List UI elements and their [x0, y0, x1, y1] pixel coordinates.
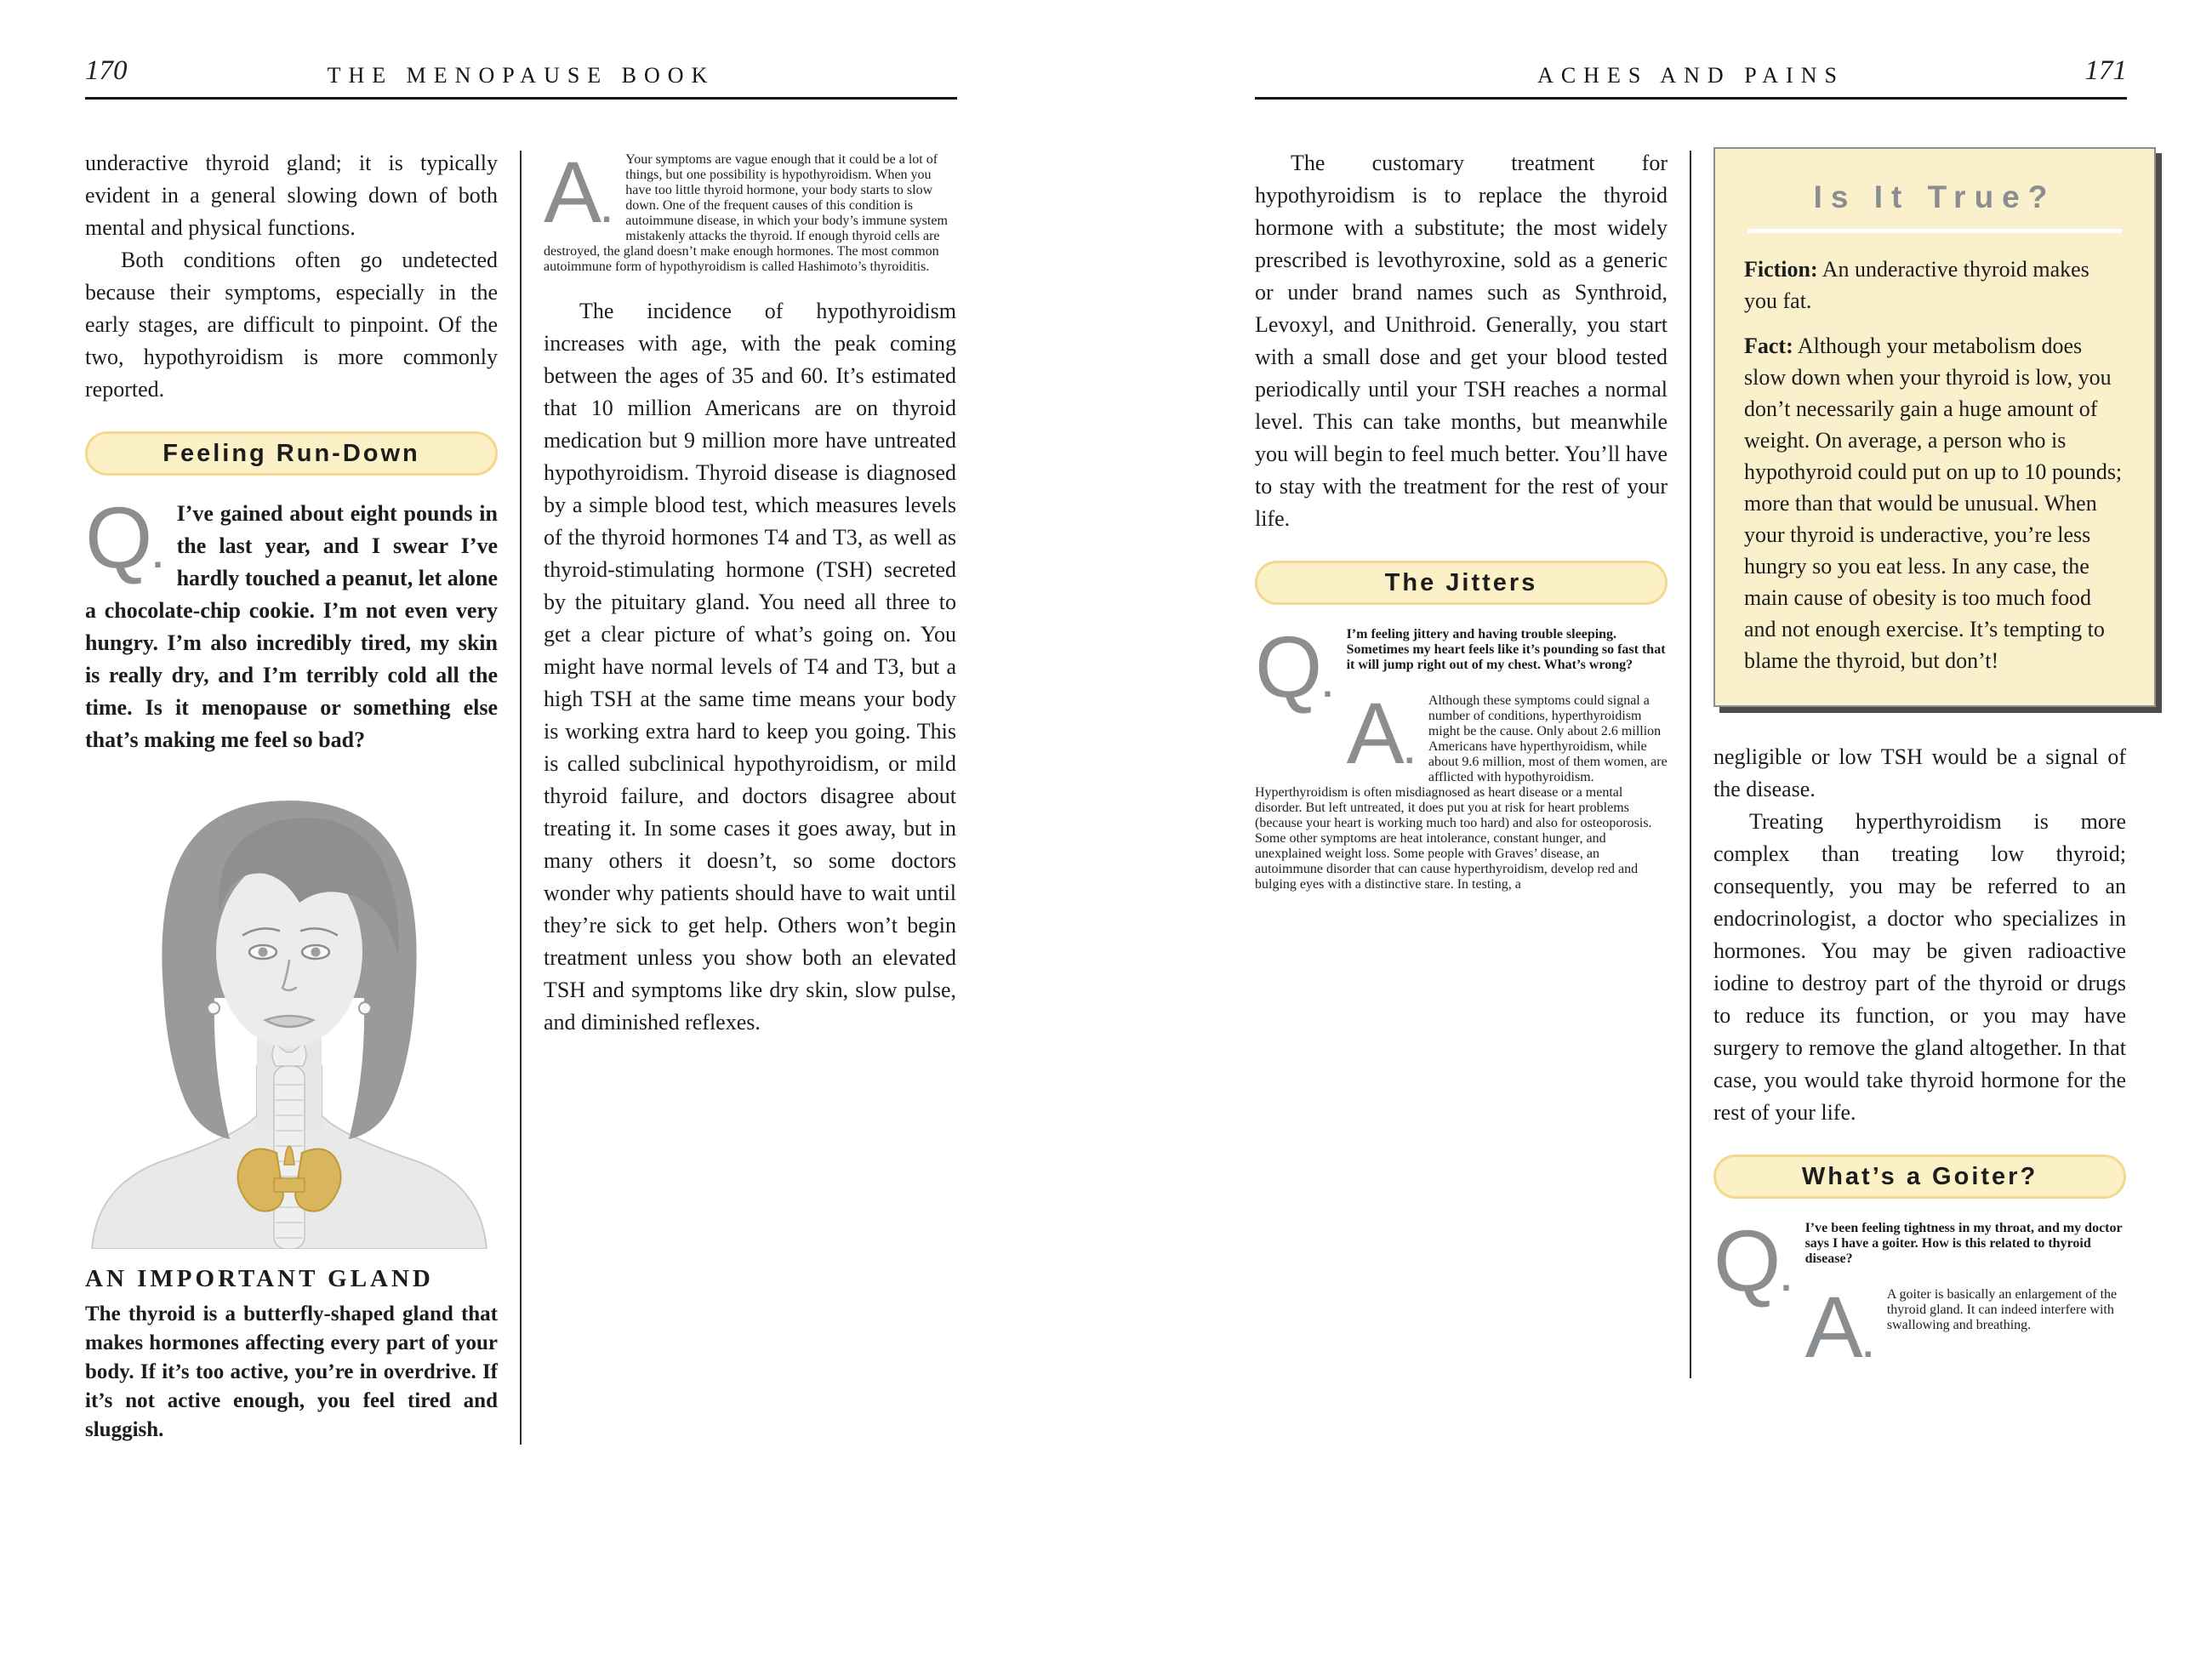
- fiction-label: Fiction:: [1744, 257, 1818, 282]
- a-dropcap-dot: .: [1862, 1324, 1873, 1365]
- page-170-header: [85, 49, 957, 100]
- is-it-true-box: [1713, 147, 2156, 707]
- column-rule: [520, 151, 522, 1445]
- q-dropcap: Q.: [85, 489, 163, 586]
- fiction-text: An underactive thyroid makes you fat.: [1744, 257, 2089, 313]
- a-dropcap-dot: .: [601, 189, 613, 231]
- page-number-171: 171: [2084, 55, 2127, 86]
- page-170-columns: [85, 144, 957, 1445]
- section-heading-feeling-run-down: Feeling Run-Down: [85, 431, 498, 476]
- paragraph: The customary treatment for hypothyroidism is to replace the thyroid hormone with a substitute; the most widely prescribed is levothyroxine, sold as a generic or under brand names such as Synthroid, Levoxyl, and Unithroid. Generally, you start with a small dose and get your blood tested periodically until your TSH reaches a normal level. This can take months, but meanwhile you will begin to feel much better. You’ll have to stay with the treatment for the rest of your life.: [1255, 151, 1668, 531]
- answer-text: A goiter is basically an enlargement of the thyroid gland. It can indeed interfere with swallowing and breathing.: [1886, 1287, 2118, 1332]
- fact-text: Although your metabolism does slow down when your thyroid is low, you don’t necessarily gain a huge amount of weight. On average, a person who is hypothyroid could put on up to 10 pounds; more than that would be unusual. When your thyroid is underactive, you’re less hungry so you eat less. In any case, the main cause of obesity is too much food and not enough exercise. It’s tempting to blame the thyroid, but don’t!: [1744, 334, 2123, 673]
- page-171-header: [1255, 49, 2127, 100]
- fact-paragraph: [1744, 330, 2125, 676]
- earring-right: [359, 1002, 371, 1014]
- a-dropcap: A.: [1346, 685, 1415, 782]
- question-text: I’ve gained about eight pounds in the last year, and I swear I’ve hardly touched a peanut, let alone a chocolate-chip cookie. I’m not even very hungry. I’m also incredibly tired, my skin is really dry, and I’m terribly cold all the time. Is it menopause or something else that’s making me feel so bad?: [85, 501, 498, 752]
- paragraph: underactive thyroid gland; it is typically evident in a general slowing down of both mental and physical functions.: [85, 151, 498, 240]
- question-block: [1255, 619, 1668, 715]
- q-dropcap-dot: .: [1781, 1257, 1792, 1299]
- answer-text: Although these symptoms could signal a number of conditions, hyperthyroidism might be the cause. Only about 2.6 million Americans have hyperthyroidism, while about 9.6 million, most of them women, are afflicted with hypothyroidism. Hyperthyroidism is often misdiagnosed as heart disease or a mental disorder. But left untreated, it does put you at risk for heart problems (because your heart is working much too hard) and also for osteoporosis. Some other symptoms are heat intolerance, constant hunger, and unexplained weight loss. Some people with Graves’ disease, an autoimmune disorder that can cause hyperthyroidism, develop red and bulging eyes with a distinctive stare. In testing, a: [1255, 693, 1668, 892]
- paragraph: Treating hyperthyroidism is more complex than treating low thyroid; consequently, you may be referred to an endocrinologist, a doctor who specializes in hormones. You may be given radioactive iodine to destroy part of the thyroid or drugs to reduce its function, or you may have surgery to remove the gland altogether. In that case, you would take thyroid hormone for the rest of your life.: [1713, 809, 2126, 1125]
- page-171-columns: [1255, 147, 2127, 1378]
- paragraph: Both conditions often go undetected because their symptoms, especially in the early stages, are difficult to pinpoint. Of the two, hypothyroidism is more commonly reported.: [85, 248, 498, 402]
- section-heading-whats-a-goiter: What’s a Goiter?: [1713, 1154, 2126, 1199]
- page-171-column-2: [1713, 147, 2126, 1378]
- illustration-caption-body: The thyroid is a butterfly-shaped gland that makes hormones affecting every part of your body. If it’s too active, you’re in overdrive. If it’s not active enough, you feel tired and sluggish.: [85, 1303, 498, 1441]
- earring-left: [208, 1002, 219, 1014]
- running-head-right: ACHES AND PAINS: [1537, 63, 1844, 88]
- q-dropcap-dot: .: [152, 534, 163, 576]
- q-dropcap: Q.: [1713, 1212, 1792, 1309]
- running-head-left: THE MENOPAUSE BOOK: [327, 63, 715, 88]
- q-dropcap: Q.: [1255, 619, 1333, 715]
- woman-illustration-svg: [85, 785, 493, 1249]
- paragraph: negligible or low TSH would be a signal of the disease.: [1713, 744, 2126, 801]
- question-text: I’ve been feeling tightness in my throat, and my doctor says I have a goiter. How is this related to thyroid disease?: [1804, 1221, 2123, 1266]
- a-dropcap: A.: [1804, 1279, 1873, 1376]
- section-heading-the-jitters: The Jitters: [1255, 561, 1668, 605]
- is-it-true-rule: [1747, 229, 2122, 233]
- is-it-true-title: Is It True?: [1813, 180, 2056, 214]
- fact-label: Fact:: [1744, 334, 1793, 358]
- fiction-paragraph: [1744, 254, 2125, 316]
- answer-block: [1255, 685, 1668, 892]
- answer-block: [544, 144, 956, 275]
- page-170-column-2: [544, 144, 956, 1445]
- page-171-column-1: [1255, 147, 1668, 1378]
- question-block: [1713, 1212, 2126, 1309]
- answer-text: Your symptoms are vague enough that it could be a lot of things, but one possibility is hypothyroidism. When you have too little thyroid hormone, your body starts to slow down. One of the frequent causes of this condition is autoimmune disease, in which your body’s immune system mistakenly attacks the thyroid. If enough thyroid cells are destroyed, the gland doesn’t make enough hormones. The most common autoimmune form of hypothyroidism is called Hashimoto’s thyroiditis.: [544, 152, 948, 274]
- a-dropcap: A.: [544, 144, 613, 241]
- page-number-170: 170: [85, 55, 128, 86]
- illustration-caption-title: AN IMPORTANT GLAND: [85, 1265, 434, 1292]
- question-text: I’m feeling jittery and having trouble sleeping. Sometimes my heart feels like it’s pounding so fast that it will jump right out of my chest. What’s wrong?: [1346, 627, 1666, 672]
- paragraph: The incidence of hypothyroidism increases with age, with the peak coming between the ages of 35 and 60. It’s estimated that 10 million Americans are on thyroid medication but 9 million more have untreated hypothyroidism. Thyroid disease is diagnosed by a simple blood test, which measures levels of the thyroid hormones T4 and T3, as well as thyroid-stimulating hormone (TSH) secreted by the pituitary gland. You need all three to get a clear picture of what’s going on. You might have normal levels of T4 and T3, but a high TSH at the same time means your body is working extra hard to keep you going. This is called subclinical hypothyroidism, or mild thyroid failure, and doctors disagree about treating it. In some cases it goes away, but in many others it doesn’t, so some doctors wonder why patients should have to wait until they’re sick to get help. Others won’t begin treatment unless you show both an elevated TSH and symptoms like dry skin, slow pulse, and diminished reflexes.: [544, 299, 956, 1035]
- a-dropcap-dot: .: [1404, 730, 1415, 772]
- q-dropcap-dot: .: [1322, 664, 1333, 705]
- column-rule: [1690, 151, 1691, 1378]
- page-170-column-1: [85, 147, 498, 1445]
- page-171: [1106, 0, 2212, 1659]
- woman-thyroid-illustration: [85, 785, 498, 1253]
- question-block: [85, 489, 498, 756]
